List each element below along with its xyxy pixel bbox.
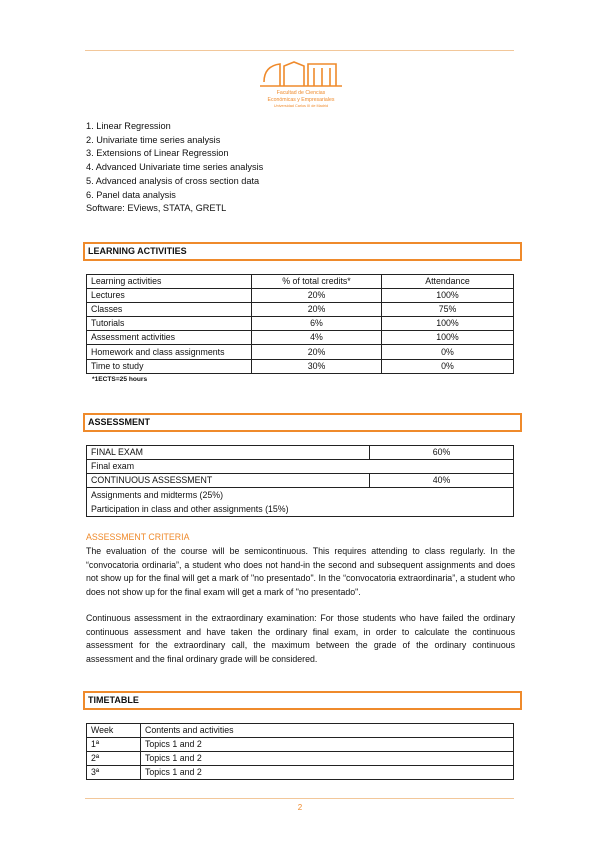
table-header-cell: Week [87,724,141,738]
table-header-row [87,275,514,289]
section-assessment: ASSESSMENT [83,413,522,432]
assessment-table [86,445,514,517]
section-learning-activities: LEARNING ACTIVITIES [83,242,522,261]
table-row [87,303,514,317]
table-cell: 0% [382,345,514,359]
footer-rule [85,798,514,799]
timetable-table [86,723,514,780]
table-row [87,752,514,766]
table-cell: Assessment activities [87,331,252,345]
table-cell: 100% [382,317,514,331]
topic-item: 2. Univariate time series analysis [86,134,221,145]
table-cell: 60% [370,446,514,460]
table-cell: 75% [382,303,514,317]
svg-text:Económicas y Empresariales: Económicas y Empresariales [267,97,335,103]
table-row [87,766,514,780]
table-header-cell: Attendance [382,275,514,289]
table-cell: Final exam [87,460,514,474]
table-cell: 2ª [87,752,141,766]
table-row [87,474,514,488]
section-timetable: TIMETABLE [83,691,522,710]
table-cell: 3ª [87,766,141,780]
table-cell: Lectures [87,289,252,303]
table-cell [87,488,514,517]
header-rule [85,50,514,51]
table-cell: 20% [252,303,382,317]
assessment-criteria-text: The evaluation of the course will be semicontinuous. This requires attending to class regularly. In the “convocatoria ordinaria”, a student who does not hand-in the second and subsequent assignments and does not show up for the final will get a mark of "no presentado". In the “convocatoria extraordinaria”, a student who does not show up for the final exam will get a mark of "no presentado". [86,546,515,597]
table-cell: 20% [252,345,382,359]
table-row [87,460,514,474]
learning-activities-table [86,274,514,374]
table-cell: Classes [87,303,252,317]
topic-item: 6. Panel data analysis [86,189,176,200]
assessment-criteria-title: ASSESSMENT CRITERIA [86,532,190,542]
table-header-row [87,724,514,738]
table-cell: 1ª [87,738,141,752]
faculty-logo [258,56,344,112]
table-cell: CONTINUOUS ASSESSMENT [87,474,370,488]
table-row [87,446,514,460]
table-cell: Time to study [87,359,252,373]
software-line: Software: EViews, STATA, GRETL [86,203,227,214]
table-header-cell: % of total credits* [252,275,382,289]
table-row [87,488,514,517]
continuous-detail-line: Participation in class and other assignments (15%) [91,504,289,515]
table-cell: Topics 1 and 2 [141,738,514,752]
continuous-detail-line: Assignments and midterms (25%) [91,490,224,501]
table-cell: Topics 1 and 2 [141,766,514,780]
svg-text:Facultad de Ciencias: Facultad de Ciencias [276,90,326,96]
table-row [87,289,514,303]
table-row [87,317,514,331]
table-header-cell: Contents and activities [141,724,514,738]
topic-item: 1. Linear Regression [86,121,171,131]
table-cell: 0% [382,359,514,373]
topic-item: 5. Advanced analysis of cross section data [86,175,260,186]
table-cell: 4% [252,331,382,345]
table-row [87,359,514,373]
table-cell: Tutorials [87,317,252,331]
table-cell: 20% [252,289,382,303]
topic-item: 3. Extensions of Linear Regression [86,148,229,159]
page-number: 2 [297,803,303,812]
table-row [87,345,514,359]
table-cell: 30% [252,359,382,373]
table-header-cell: Learning activities [87,275,252,289]
table-cell: 40% [370,474,514,488]
extraordinary-assessment-text: Continuous assessment in the extraordinary examination: For those students who have failed the ordinary continuous assessment and have taken the ordinary final exam, in order to calculate the continuous assessment for the extraordinary call, the maximum between the grade of the ordinary continuous assessment and the final ordinary grade will be considered. [86,613,515,664]
topic-item: 4. Advanced Univariate time series analysis [86,162,264,173]
table-cell: 100% [382,289,514,303]
table-cell: Homework and class assignments [87,345,252,359]
svg-text:Universidad Carlos III de Madr: Universidad Carlos III de Madrid [273,104,329,108]
table-cell: FINAL EXAM [87,446,370,460]
table-cell: Topics 1 and 2 [141,752,514,766]
topic-list [86,120,263,216]
table-row [87,738,514,752]
table-cell: 100% [382,331,514,345]
table-cell: 6% [252,317,382,331]
table-row [87,331,514,345]
ects-footnote: *1ECTS=25 hours [92,376,148,383]
